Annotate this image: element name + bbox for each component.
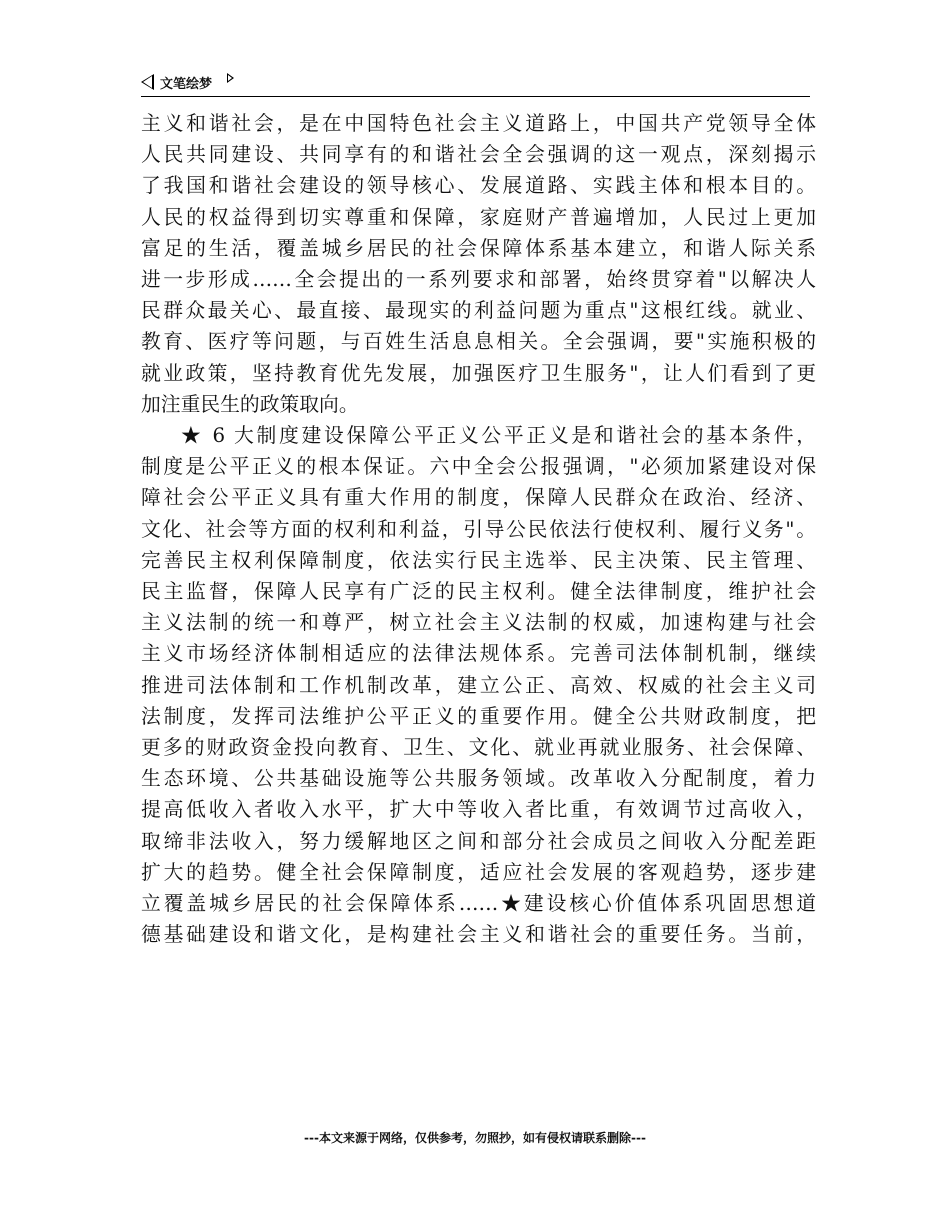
text-line: ★ 6 大制度建设保障公平正义公平正义是和谐社会的基本条件，: [181, 424, 816, 448]
text-line: 主义市场经济体制相适应的法律法规体系。完善司法体制机制，继续: [141, 642, 816, 666]
text-line: 加注重民生的政策取向。: [141, 392, 359, 416]
text-line: 民群众最关心、最直接、最现实的利益问题为重点"这根红线。就业、: [141, 299, 816, 323]
text-line: 富足的生活，覆盖城乡居民的社会保障体系基本建立，和谐人际关系: [141, 236, 816, 260]
text-line: 立覆盖城乡居民的社会保障体系……★建设核心价值体系巩固思想道: [141, 892, 816, 916]
text-line: 文化、社会等方面的权利和利益，引导公民依法行使权利、履行义务"。: [141, 517, 816, 541]
text-line: 障社会公平正义具有重大作用的制度，保障人民群众在政治、经济、: [141, 486, 816, 510]
document-body: [141, 108, 816, 950]
text-line: 人民的权益得到切实尊重和保障，家庭财产普遍增加，人民过上更加: [141, 205, 816, 229]
text-line: 生态环境、公共基础设施等公共服务领域。改革收入分配制度，着力: [141, 767, 816, 791]
text-line: 德基础建设和谐文化，是构建社会主义和谐社会的重要任务。当前，: [141, 923, 816, 947]
paragraph-1: [141, 108, 816, 420]
text-line: 完善民主权利保障制度，依法实行民主选举、民主决策、民主管理、: [141, 548, 816, 572]
text-line: 进一步形成……全会提出的一系列要求和部署，始终贯穿着"以解决人: [141, 268, 816, 292]
text-line: 教育、医疗等问题，与百姓生活息息相关。全会强调，要"实施积极的: [141, 330, 816, 354]
header-brand: 文笔绘梦: [160, 77, 213, 92]
text-line: 民主监督，保障人民享有广泛的民主权利。健全法律制度，维护社会: [141, 580, 816, 604]
text-line: 主义法制的统一和尊严，树立社会主义法制的权威，加速构建与社会: [141, 611, 816, 635]
paragraph-2: [141, 420, 816, 950]
text-line: 扩大的趋势。健全社会保障制度，适应社会发展的客观趋势，逐步建: [141, 860, 816, 884]
text-line: 法制度，发挥司法维护公平正义的重要作用。健全公共财政制度，把: [141, 704, 816, 728]
text-line: 取缔非法收入，努力缓解地区之间和部分社会成员之间收入分配差距: [141, 829, 816, 853]
text-line: 主义和谐社会，是在中国特色社会主义道路上，中国共产党领导全体: [141, 112, 816, 135]
text-line: 更多的财政资金投向教育、卫生、文化、就业再就业服务、社会保障、: [141, 736, 816, 760]
text-line: 提高低收入者收入水平，扩大中等收入者比重，有效调节过高收入，: [141, 798, 816, 822]
triangle-right-outline-icon: [227, 73, 234, 83]
triangle-left-outline-icon: [141, 74, 154, 90]
source-notice: ---本文来源于网络，仅供参考，勿照抄，如有侵权请联系删除---: [304, 1131, 646, 1145]
text-line: 制度是公平正义的根本保证。六中全会公报强调，"必须加紧建设对保: [141, 455, 816, 479]
page-header: [141, 70, 810, 97]
text-line: 就业政策，坚持教育优先发展，加强医疗卫生服务"，让人们看到了更: [141, 361, 816, 385]
text-line: 人民共同建设、共同享有的和谐社会全会强调的这一观点，深刻揭示: [141, 143, 816, 167]
text-line: 了我国和谐社会建设的领导核心、发展道路、实践主体和根本目的。: [141, 174, 816, 198]
text-line: 推进司法体制和工作机制改革，建立公正、高效、权威的社会主义司: [141, 673, 816, 697]
